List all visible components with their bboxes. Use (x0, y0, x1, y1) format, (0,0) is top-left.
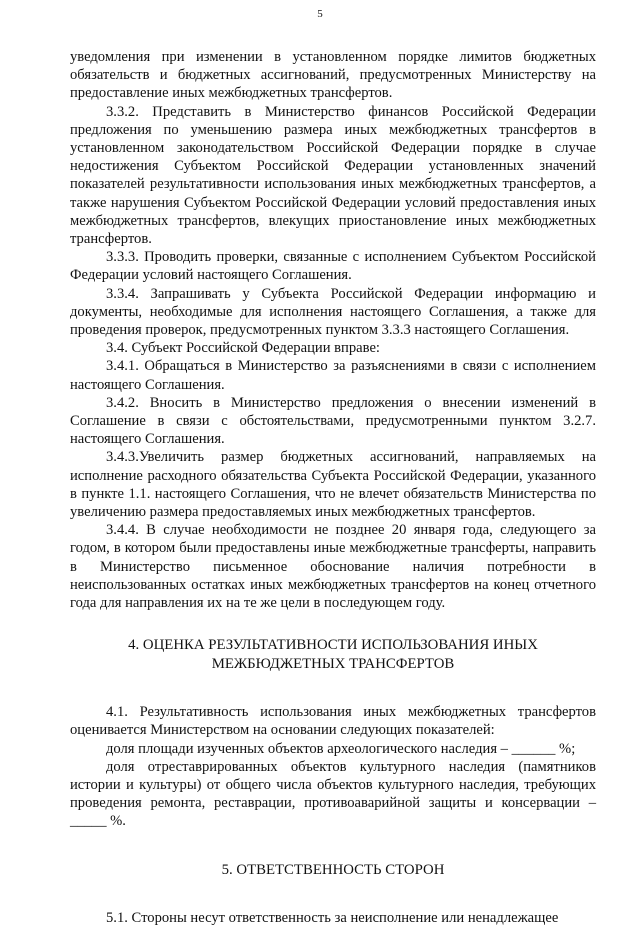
section-4-heading-line2: МЕЖБЮДЖЕТНЫХ ТРАНСФЕРТОВ (211, 655, 455, 672)
paragraph-continuation: уведомления при изменении в установленном порядке лимитов бюджетных обязательств и бюджетных ассигнований, предусмотренных Министерству на предоставление иных межбюджетных трансфертов. (70, 49, 596, 102)
section-4-heading-line1: 4. ОЦЕНКА РЕЗУЛЬТАТИВНОСТИ ИСПОЛЬЗОВАНИЯ ИНЫХ (128, 637, 538, 654)
document-body (70, 48, 596, 927)
paragraph-3-4: 3.4. Субъект Российской Федерации вправе: (106, 340, 380, 357)
paragraph-3-4-3: 3.4.3.Увеличить размер бюджетных ассигнований, направляемых на исполнение расходного обязательства Субъекта Российской Федерации, указанного в пункте 1.1. настоящего Соглашения, что не влечет обязательств Министерства по увеличению размера предоставляемых иных межбюджетных трансфертов. (70, 449, 596, 521)
section-4-heading (70, 636, 596, 673)
paragraph-3-4-2: 3.4.2. Вносить в Министерство предложения о внесении изменений в Соглашение в связи с обстоятельствами, предусмотренными пунктом 3.2.7. настоящего Соглашения. (70, 394, 596, 448)
paragraph-3-3-4: 3.3.4. Запрашивать у Субъекта Российской Федерации информацию и документы, необходимые для исполнения настоящего Соглашения, а также для проведения проверок, предусмотренных пунктом 3.3.3 настоящего Соглашения. (70, 285, 596, 339)
paragraph-3-3-2: 3.3.2. Представить в Министерство финансов Российской Федерации предложения по уменьшению размера иных межбюджетных трансфертов в установленном законодательством Российской Федерации порядке в случае недостижения Субъектом Российской Федерации установленных значений показателей результативности использования иных межбюджетных трансфертов, а также нарушения Субъектом Российской Федерации условий предоставления иных межбюджетных трансфертов, влекущих приостановление иных межбюджетных трансфертов. (70, 103, 596, 248)
section-5-heading: 5. ОТВЕТСТВЕННОСТЬ СТОРОН (221, 861, 445, 878)
paragraph-3-3-3: 3.3.3. Проводить проверки, связанные с исполнением Субъектом Российской Федерации условий настоящего Соглашения. (70, 249, 596, 284)
paragraph-5-1: 5.1. Стороны несут ответственность за неисполнение или ненадлежащее (106, 909, 559, 926)
paragraph-3-4-4: 3.4.4. В случае необходимости не позднее 20 января года, следующего за годом, в котором были предоставлены иные межбюджетные трансферты, направить в Министерство письменное обоснование наличия потребности в неиспользованных остатках иных межбюджетных трансфертов на конец отчетного года для направления их на те же цели в последующем году. (70, 522, 596, 612)
page-number: 5 (317, 8, 323, 20)
indicator-archaeology: доля площади изученных объектов археологического наследия – ______ %; (106, 740, 576, 757)
paragraph-4-1: 4.1. Результативность использования иных межбюджетных трансфертов оценивается Министерством на основании следующих показателей: (70, 704, 596, 739)
indicator-restoration: доля отреставрированных объектов культурного наследия (памятников истории и культуры) от общего числа объектов культурного наследия, требующих проведения ремонта, реставрации, противоаварийной защиты и консервации – _____ %. (70, 758, 596, 830)
paragraph-3-4-1: 3.4.1. Обращаться в Министерство за разъяснениями в связи с исполнением настоящего Соглашения. (70, 358, 596, 393)
